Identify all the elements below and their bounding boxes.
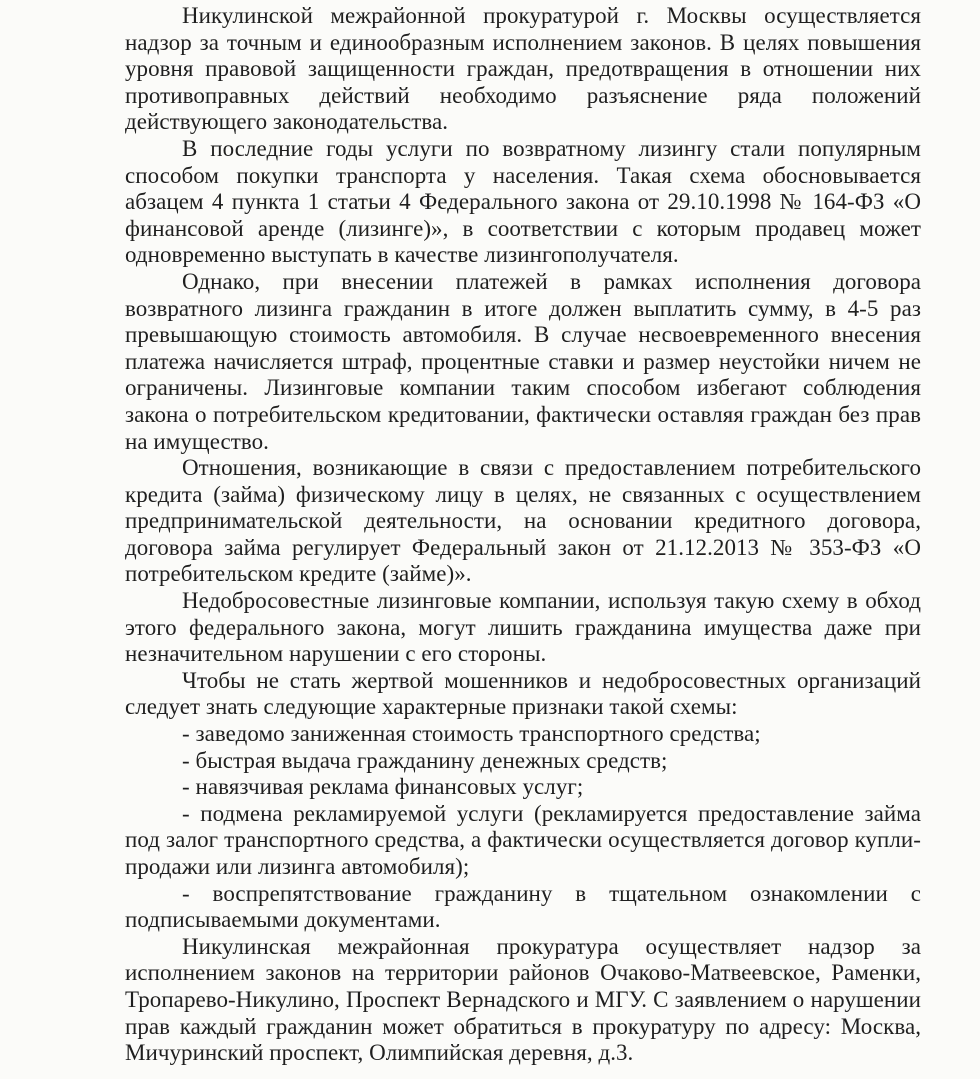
list-item-low-price: - заведомо заниженная стоимость транспортного средства;: [182, 721, 761, 747]
list-item-aggressive-ads: - навязчивая реклама финансовых услуг;: [182, 774, 584, 800]
paragraph-unscrupulous-companies: Недобросовестные лизинговые компании, используя такую схему в обход этого федерального закона, могут лишить гражданина имущества даже при незначительном нарушении с его стороны.: [125, 588, 921, 667]
cut-off-text-line: [125, 1071, 921, 1079]
list-item-service-substitution: - подмена рекламируемой услуги (рекламируется предоставление займа под залог транспортного средства, а фактически осуществляется договор купли-продажи или лизинга автомобиля);: [125, 800, 921, 879]
paragraph-intro: Никулинской межрайонной прокуратурой г. Москвы осуществляется надзор за точным и единообразным исполнением законов. В целях повышения уровня правовой защищенности граждан, предотвращения в отношении них противоправных действий необходимо разъяснение ряда положений действующего законодательства.: [125, 3, 921, 135]
paragraph-closing: Никулинская межрайонная прокуратура осуществляет надзор за исполнением законов на территории районов Очаково-Матвеевское, Раменки, Тропарево-Никулино, Проспект Вернадского и МГУ. С заявлением о нарушении прав каждый гражданин может обратиться в прокуратуру по адресу: Москва, Мичуринский проспект, Олимпийская деревня, д.3.: [125, 933, 921, 1066]
cut-off-text-fragment: [125, 1071, 921, 1079]
paragraph-return-leasing: В последние годы услуги по возвратному лизингу стали популярным способом покупки транспорта у населения. Такая схема обосновывается абзацем 4 пункта 1 статьи 4 Федерального закона от 29.10.1998 № 164-ФЗ «О финансовой аренде (лизинге)», в соответствии с которым продавец может одновременно выступать в качестве лизингополучателя.: [125, 135, 921, 268]
paragraph-payments: Однако, при внесении платежей в рамках исполнения договора возвратного лизинга гражданин в итоге должен выплатить сумму, в 4-5 раз превышающую стоимость автомобиля. В случае несвоевременного внесения платежа начисляется штраф, процентные ставки и размер неустойки ничем не ограничены. Лизинговые компании таким способом избегают соблюдения закона о потребительском кредитовании, фактически оставляя граждан без прав на имущество.: [125, 268, 921, 454]
document-body: [125, 3, 921, 1067]
paragraph-consumer-credit: Отношения, возникающие в связи с предоставлением потребительского кредита (займа) физическому лицу в целях, не связанных с осуществлением предпринимательской деятельности, на основании кредитного договора, договора займа регулирует Федеральный закон от 21.12.2013 № 353-ФЗ «О потребительском кредите (займе)».: [125, 455, 921, 587]
list-item-document-obstruction: - воспрепятствование гражданину в тщательном ознакомлении с подписываемыми документами.: [125, 880, 921, 933]
list-item-fast-cash: - быстрая выдача гражданину денежных средств;: [182, 747, 668, 773]
paragraph-signs-intro: Чтобы не стать жертвой мошенников и недобросовестных организаций следует знать следующие характерные признаки такой схемы:: [125, 667, 921, 720]
